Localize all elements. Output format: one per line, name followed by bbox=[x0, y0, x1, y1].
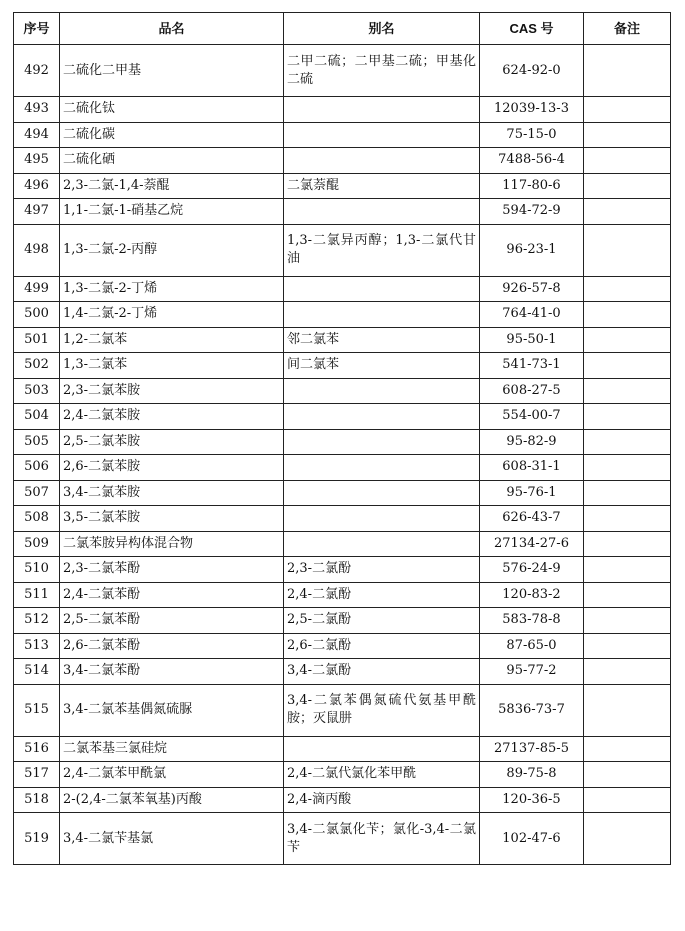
cell-product-name: 3,4-二氯苄基氯 bbox=[60, 813, 284, 865]
cell-product-name: 2,4-二氯苯胺 bbox=[60, 404, 284, 430]
cell-serial-number: 505 bbox=[14, 429, 60, 455]
cell-alias: 二氯萘醌 bbox=[284, 173, 480, 199]
header-serial-number: 序号 bbox=[14, 13, 60, 45]
table-row bbox=[14, 455, 671, 481]
cell-product-name: 二硫化二甲基 bbox=[60, 45, 284, 97]
cell-serial-number: 518 bbox=[14, 787, 60, 813]
cell-remarks bbox=[584, 353, 671, 379]
cell-alias: 3,4-二氯苯偶氮硫代氨基甲酰胺；灭鼠肼 bbox=[284, 684, 480, 736]
cell-alias bbox=[284, 506, 480, 532]
cell-cas-number: 7488-56-4 bbox=[480, 148, 584, 174]
table-row bbox=[14, 199, 671, 225]
cell-serial-number: 500 bbox=[14, 302, 60, 328]
cell-cas-number: 120-36-5 bbox=[480, 787, 584, 813]
table-row bbox=[14, 276, 671, 302]
cell-alias bbox=[284, 404, 480, 430]
cell-remarks bbox=[584, 787, 671, 813]
cell-remarks bbox=[584, 224, 671, 276]
cell-remarks bbox=[584, 608, 671, 634]
cell-remarks bbox=[584, 659, 671, 685]
cell-remarks bbox=[584, 173, 671, 199]
table-header-row bbox=[14, 13, 671, 45]
cell-serial-number: 517 bbox=[14, 762, 60, 788]
cell-cas-number: 554-00-7 bbox=[480, 404, 584, 430]
cell-cas-number: 95-50-1 bbox=[480, 327, 584, 353]
cell-remarks bbox=[584, 302, 671, 328]
cell-serial-number: 493 bbox=[14, 97, 60, 123]
cell-serial-number: 492 bbox=[14, 45, 60, 97]
cell-remarks bbox=[584, 276, 671, 302]
cell-cas-number: 608-27-5 bbox=[480, 378, 584, 404]
cell-serial-number: 495 bbox=[14, 148, 60, 174]
cell-remarks bbox=[584, 455, 671, 481]
cell-remarks bbox=[584, 429, 671, 455]
table-row bbox=[14, 633, 671, 659]
cell-product-name: 二氯苯基三氯硅烷 bbox=[60, 736, 284, 762]
cell-alias bbox=[284, 378, 480, 404]
cell-product-name: 2,6-二氯苯酚 bbox=[60, 633, 284, 659]
cell-remarks bbox=[584, 122, 671, 148]
cell-alias bbox=[284, 455, 480, 481]
cell-remarks bbox=[584, 684, 671, 736]
cell-serial-number: 515 bbox=[14, 684, 60, 736]
table-row bbox=[14, 45, 671, 97]
cell-product-name: 2,6-二氯苯胺 bbox=[60, 455, 284, 481]
cell-cas-number: 95-82-9 bbox=[480, 429, 584, 455]
cell-alias: 3,4-二氯氯化苄；氯化-3,4-二氯苄 bbox=[284, 813, 480, 865]
cell-remarks bbox=[584, 378, 671, 404]
cell-product-name: 1,4-二氯-2-丁烯 bbox=[60, 302, 284, 328]
cell-remarks bbox=[584, 327, 671, 353]
cell-cas-number: 75-15-0 bbox=[480, 122, 584, 148]
cell-product-name: 1,2-二氯苯 bbox=[60, 327, 284, 353]
table-row bbox=[14, 122, 671, 148]
cell-alias bbox=[284, 736, 480, 762]
cell-serial-number: 498 bbox=[14, 224, 60, 276]
table-row bbox=[14, 353, 671, 379]
table-row bbox=[14, 813, 671, 865]
cell-cas-number: 926-57-8 bbox=[480, 276, 584, 302]
cell-product-name: 3,4-二氯苯胺 bbox=[60, 480, 284, 506]
cell-alias: 邻二氯苯 bbox=[284, 327, 480, 353]
cell-serial-number: 506 bbox=[14, 455, 60, 481]
cell-product-name: 2,4-二氯苯酚 bbox=[60, 582, 284, 608]
cell-product-name: 3,5-二氯苯胺 bbox=[60, 506, 284, 532]
table-row bbox=[14, 378, 671, 404]
cell-remarks bbox=[584, 199, 671, 225]
table-row bbox=[14, 224, 671, 276]
cell-remarks bbox=[584, 582, 671, 608]
chemical-list-table bbox=[13, 12, 671, 865]
table-row bbox=[14, 557, 671, 583]
cell-serial-number: 516 bbox=[14, 736, 60, 762]
cell-product-name: 3,4-二氯苯酚 bbox=[60, 659, 284, 685]
cell-cas-number: 27137-85-5 bbox=[480, 736, 584, 762]
cell-cas-number: 96-23-1 bbox=[480, 224, 584, 276]
cell-alias: 3,4-二氯酚 bbox=[284, 659, 480, 685]
cell-cas-number: 541-73-1 bbox=[480, 353, 584, 379]
table-row bbox=[14, 173, 671, 199]
cell-alias bbox=[284, 531, 480, 557]
cell-serial-number: 503 bbox=[14, 378, 60, 404]
cell-cas-number: 626-43-7 bbox=[480, 506, 584, 532]
cell-remarks bbox=[584, 148, 671, 174]
table-row bbox=[14, 327, 671, 353]
cell-cas-number: 764-41-0 bbox=[480, 302, 584, 328]
cell-alias bbox=[284, 302, 480, 328]
table-row bbox=[14, 684, 671, 736]
cell-serial-number: 519 bbox=[14, 813, 60, 865]
header-cas-number: CAS 号 bbox=[480, 13, 584, 45]
cell-product-name: 二硫化碳 bbox=[60, 122, 284, 148]
table-row bbox=[14, 97, 671, 123]
cell-remarks bbox=[584, 762, 671, 788]
cell-serial-number: 507 bbox=[14, 480, 60, 506]
cell-cas-number: 583-78-8 bbox=[480, 608, 584, 634]
cell-product-name: 2,3-二氯苯酚 bbox=[60, 557, 284, 583]
cell-cas-number: 95-76-1 bbox=[480, 480, 584, 506]
cell-cas-number: 95-77-2 bbox=[480, 659, 584, 685]
cell-product-name: 3,4-二氯苯基偶氮硫脲 bbox=[60, 684, 284, 736]
cell-remarks bbox=[584, 480, 671, 506]
table-row bbox=[14, 480, 671, 506]
cell-alias bbox=[284, 122, 480, 148]
cell-cas-number: 12039-13-3 bbox=[480, 97, 584, 123]
cell-alias bbox=[284, 480, 480, 506]
cell-cas-number: 87-65-0 bbox=[480, 633, 584, 659]
cell-alias bbox=[284, 97, 480, 123]
cell-product-name: 2-(2,4-二氯苯氧基)丙酸 bbox=[60, 787, 284, 813]
table-row bbox=[14, 429, 671, 455]
cell-cas-number: 120-83-2 bbox=[480, 582, 584, 608]
cell-remarks bbox=[584, 813, 671, 865]
table-row bbox=[14, 148, 671, 174]
cell-remarks bbox=[584, 633, 671, 659]
cell-serial-number: 499 bbox=[14, 276, 60, 302]
cell-alias: 2,3-二氯酚 bbox=[284, 557, 480, 583]
cell-cas-number: 608-31-1 bbox=[480, 455, 584, 481]
cell-serial-number: 496 bbox=[14, 173, 60, 199]
header-product-name: 品名 bbox=[60, 13, 284, 45]
cell-serial-number: 512 bbox=[14, 608, 60, 634]
cell-alias: 2,5-二氯酚 bbox=[284, 608, 480, 634]
cell-alias bbox=[284, 429, 480, 455]
cell-serial-number: 497 bbox=[14, 199, 60, 225]
cell-product-name: 1,3-二氯-2-丁烯 bbox=[60, 276, 284, 302]
cell-product-name: 1,3-二氯苯 bbox=[60, 353, 284, 379]
cell-alias: 二甲二硫；二甲基二硫；甲基化二硫 bbox=[284, 45, 480, 97]
cell-cas-number: 117-80-6 bbox=[480, 173, 584, 199]
cell-cas-number: 27134-27-6 bbox=[480, 531, 584, 557]
table-row bbox=[14, 608, 671, 634]
cell-alias bbox=[284, 276, 480, 302]
cell-product-name: 2,4-二氯苯甲酰氯 bbox=[60, 762, 284, 788]
table-row bbox=[14, 736, 671, 762]
cell-alias bbox=[284, 199, 480, 225]
cell-alias: 2,6-二氯酚 bbox=[284, 633, 480, 659]
header-remarks: 备注 bbox=[584, 13, 671, 45]
cell-product-name: 2,3-二氯-1,4-萘醌 bbox=[60, 173, 284, 199]
table-row bbox=[14, 302, 671, 328]
cell-product-name: 二硫化硒 bbox=[60, 148, 284, 174]
table-row bbox=[14, 506, 671, 532]
table-row bbox=[14, 404, 671, 430]
cell-alias: 2,4-二氯代氯化苯甲酰 bbox=[284, 762, 480, 788]
cell-alias: 1,3-二氯异丙醇；1,3-二氯代甘油 bbox=[284, 224, 480, 276]
cell-remarks bbox=[584, 45, 671, 97]
table-row bbox=[14, 787, 671, 813]
cell-remarks bbox=[584, 736, 671, 762]
cell-serial-number: 514 bbox=[14, 659, 60, 685]
cell-product-name: 1,1-二氯-1-硝基乙烷 bbox=[60, 199, 284, 225]
table-body bbox=[14, 45, 671, 865]
cell-alias: 间二氯苯 bbox=[284, 353, 480, 379]
header-alias: 别名 bbox=[284, 13, 480, 45]
table-row bbox=[14, 762, 671, 788]
cell-cas-number: 594-72-9 bbox=[480, 199, 584, 225]
cell-serial-number: 504 bbox=[14, 404, 60, 430]
cell-serial-number: 513 bbox=[14, 633, 60, 659]
cell-remarks bbox=[584, 506, 671, 532]
cell-cas-number: 5836-73-7 bbox=[480, 684, 584, 736]
cell-alias bbox=[284, 148, 480, 174]
cell-product-name: 2,5-二氯苯酚 bbox=[60, 608, 284, 634]
cell-product-name: 二氯苯胺异构体混合物 bbox=[60, 531, 284, 557]
cell-product-name: 2,5-二氯苯胺 bbox=[60, 429, 284, 455]
cell-product-name: 二硫化钛 bbox=[60, 97, 284, 123]
cell-serial-number: 510 bbox=[14, 557, 60, 583]
table-row bbox=[14, 659, 671, 685]
cell-serial-number: 494 bbox=[14, 122, 60, 148]
cell-serial-number: 511 bbox=[14, 582, 60, 608]
cell-alias: 2,4-二氯酚 bbox=[284, 582, 480, 608]
cell-remarks bbox=[584, 97, 671, 123]
cell-serial-number: 502 bbox=[14, 353, 60, 379]
table-row bbox=[14, 531, 671, 557]
cell-alias: 2,4-滴丙酸 bbox=[284, 787, 480, 813]
cell-cas-number: 89-75-8 bbox=[480, 762, 584, 788]
cell-product-name: 1,3-二氯-2-丙醇 bbox=[60, 224, 284, 276]
table-row bbox=[14, 582, 671, 608]
cell-serial-number: 509 bbox=[14, 531, 60, 557]
cell-serial-number: 508 bbox=[14, 506, 60, 532]
cell-cas-number: 576-24-9 bbox=[480, 557, 584, 583]
cell-cas-number: 102-47-6 bbox=[480, 813, 584, 865]
cell-cas-number: 624-92-0 bbox=[480, 45, 584, 97]
cell-remarks bbox=[584, 557, 671, 583]
cell-remarks bbox=[584, 404, 671, 430]
cell-serial-number: 501 bbox=[14, 327, 60, 353]
cell-remarks bbox=[584, 531, 671, 557]
cell-product-name: 2,3-二氯苯胺 bbox=[60, 378, 284, 404]
